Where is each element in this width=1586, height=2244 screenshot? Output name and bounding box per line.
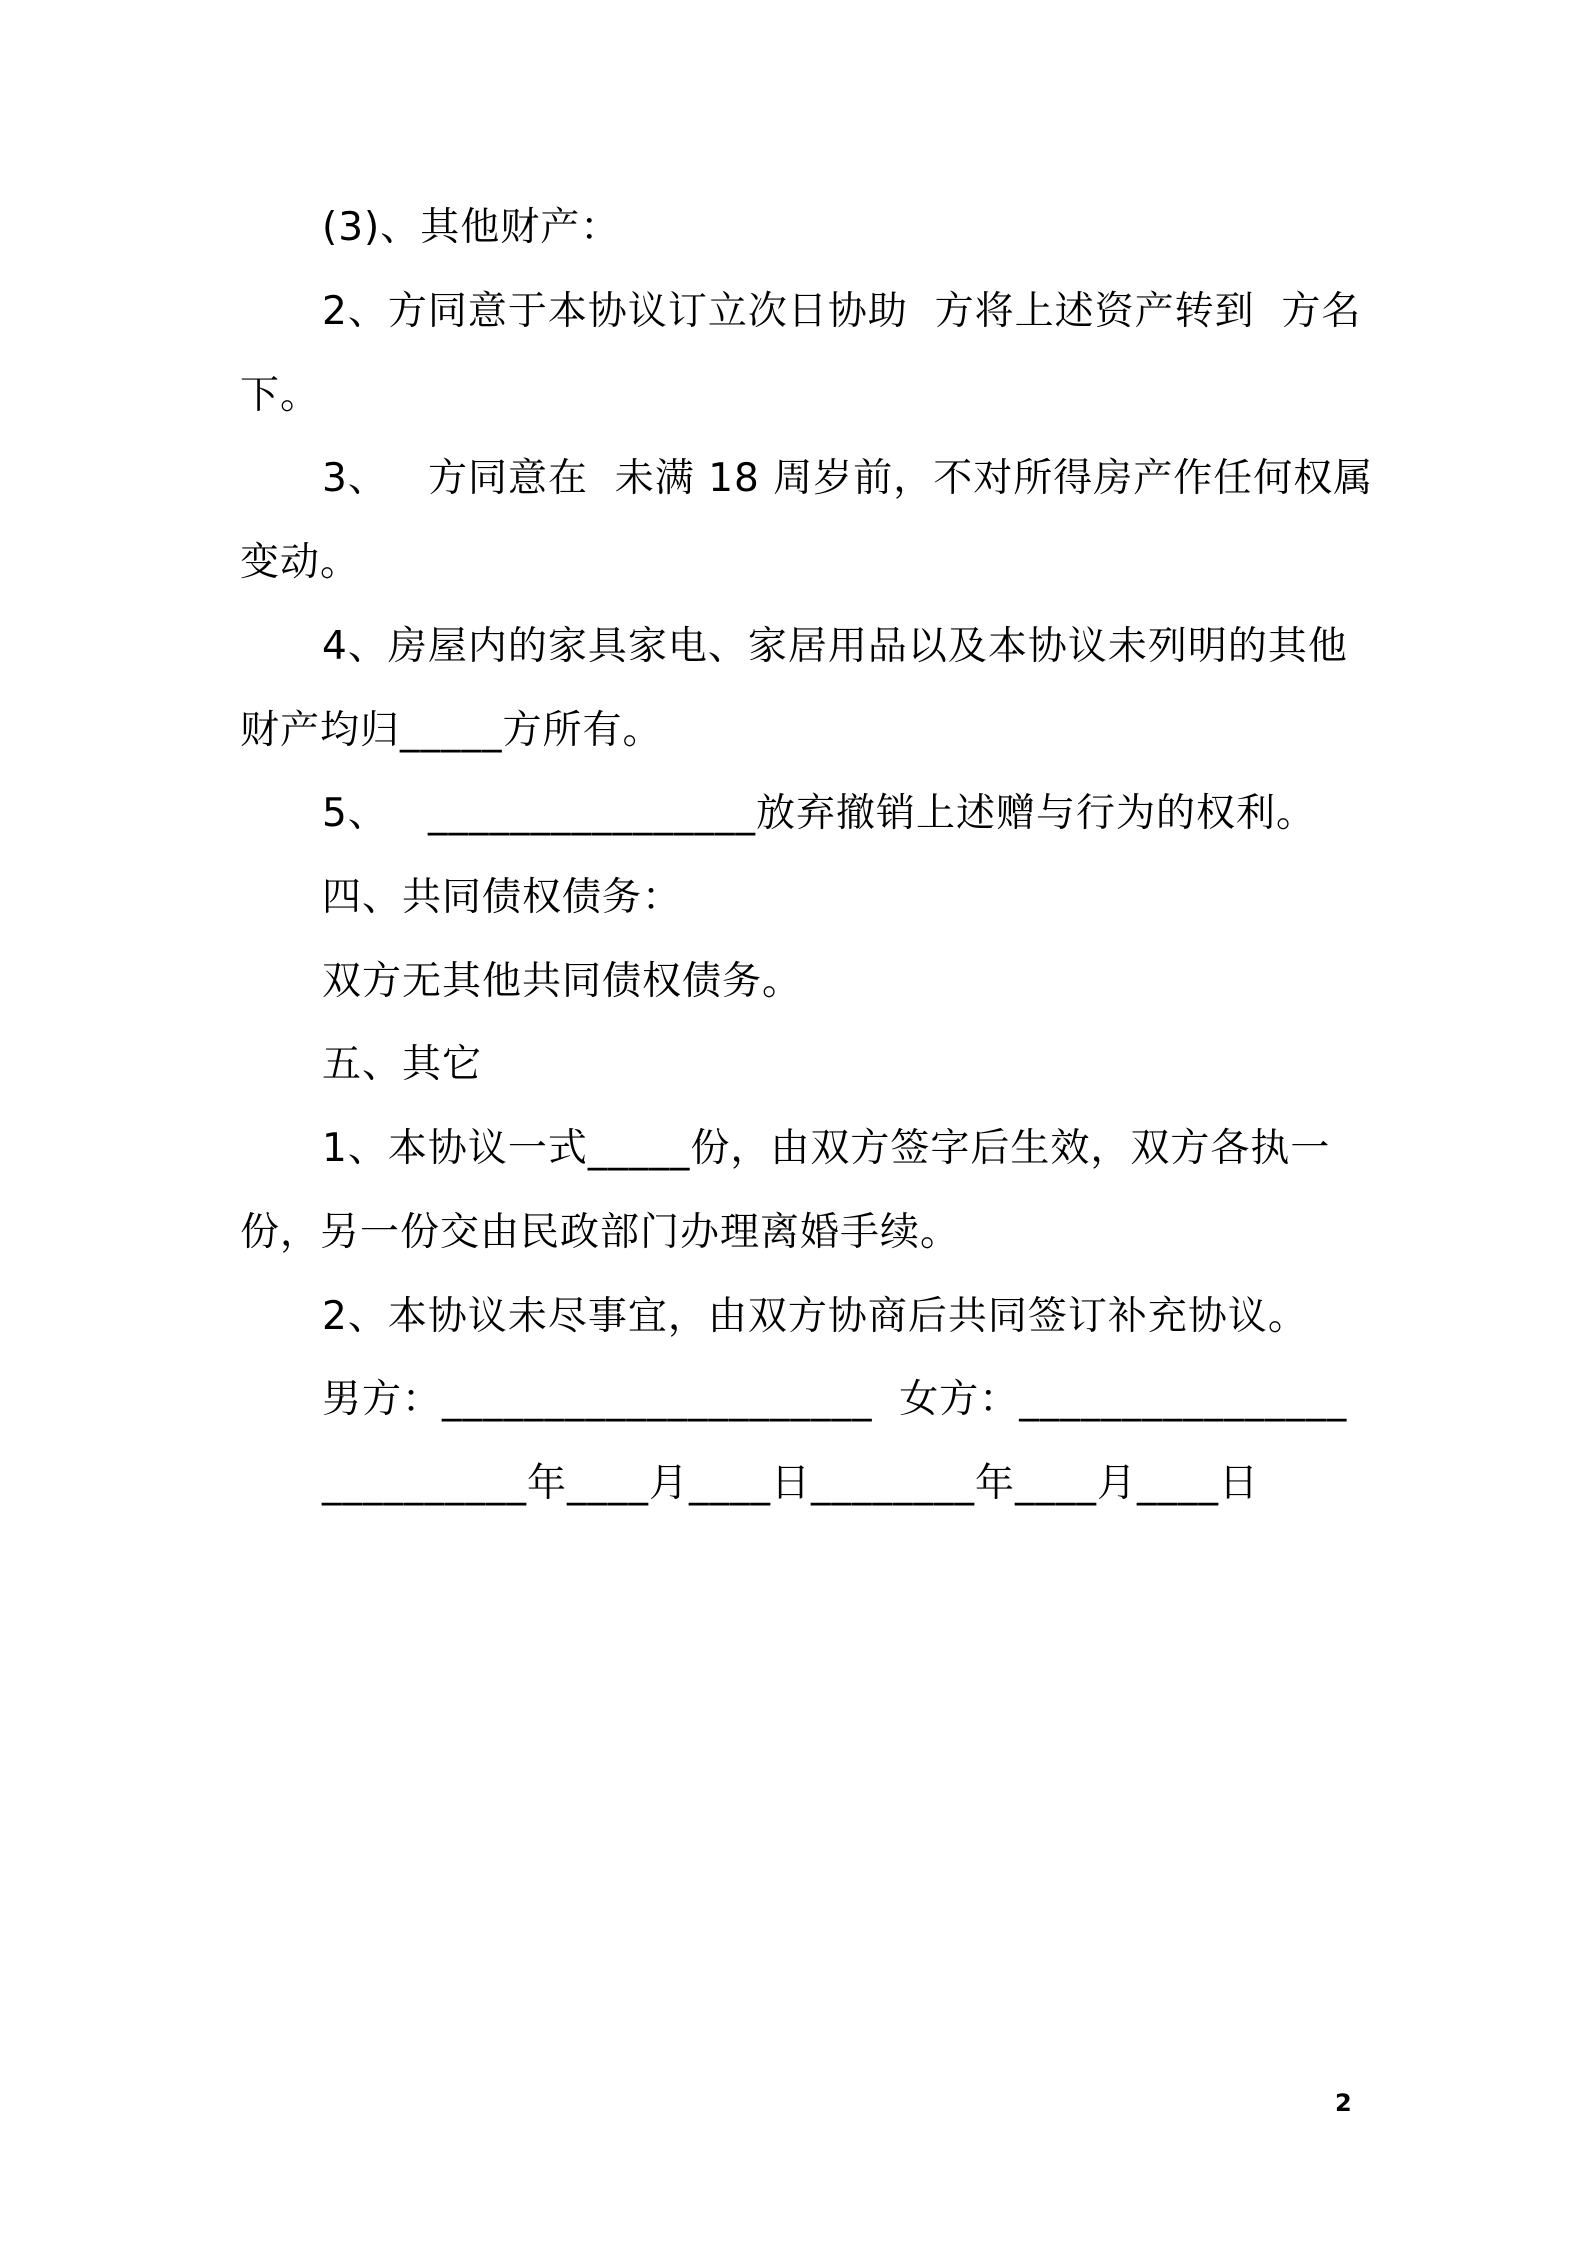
clause-3-3-other-property: (3)、其他财产：: [322, 205, 621, 250]
signature-line: 男方：_____________________ 女方：________________: [322, 1377, 1348, 1422]
page-number: 2: [1335, 2089, 1352, 2117]
other-clause-1-line-1: 1、本协议一式_____份，由双方签字后生效，双方各执一: [322, 1126, 1331, 1171]
clause-4-line-1: 4、房屋内的家具家电、家居用品以及本协议未列明的其他: [322, 624, 1348, 669]
clause-4-line-2: 财产均归_____方所有。: [240, 708, 663, 753]
other-clause-2: 2、本协议未尽事宜，由双方协商后共同签订补充协议。: [322, 1294, 1308, 1339]
date-line: __________年____月____日________年____月____日: [322, 1461, 1260, 1506]
section-5-heading: 五、其它: [322, 1042, 483, 1087]
clause-3-line-2: 变动。: [240, 540, 361, 585]
clause-2-line-1: 2、方同意于本协议订立次日协助 方将上述资产转到 方名: [322, 289, 1362, 334]
section-4-heading: 四、共同债权债务：: [322, 875, 683, 920]
clause-2-line-2: 下。: [240, 373, 321, 418]
clause-3-line-1: 3、 方同意在 未满 18 周岁前，不对所得房产作任何权属: [322, 456, 1374, 501]
other-clause-1-line-2: 份，另一份交由民政部门办理离婚手续。: [240, 1210, 961, 1255]
section-4-text: 双方无其他共同债权债务。: [322, 959, 803, 1004]
clause-5: 5、 ________________放弃撤销上述赠与行为的权利。: [322, 791, 1317, 836]
